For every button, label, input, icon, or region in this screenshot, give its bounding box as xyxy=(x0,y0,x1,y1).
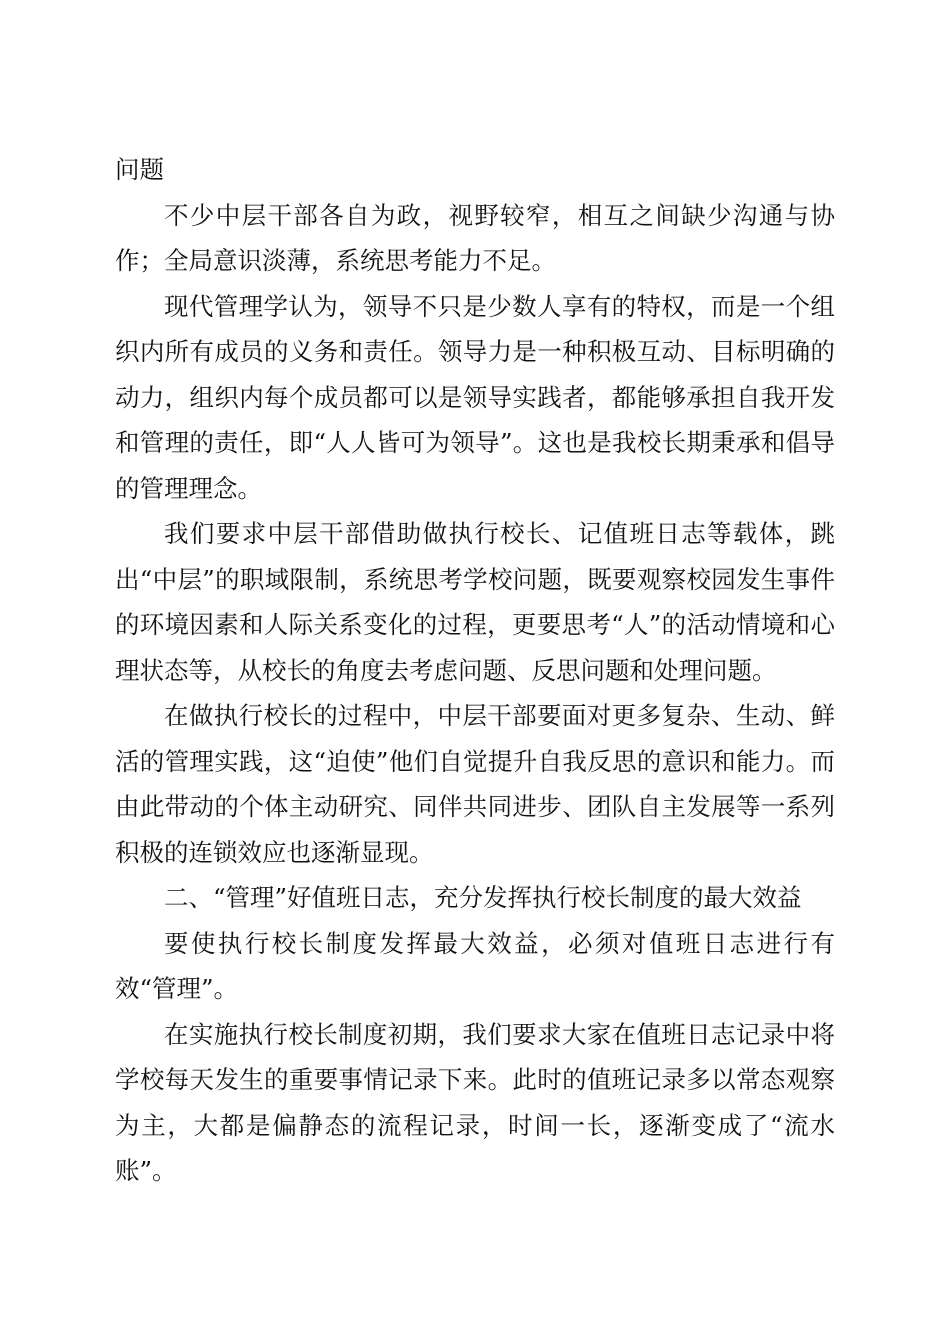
paragraph: 要使执行校长制度发挥最大效益，必须对值班日志进行有效“管理”。 xyxy=(115,928,835,1003)
paragraph: 现代管理学认为，领导不只是少数人享有的特权，而是一个组织内所有成员的义务和责任。领导力是一种积极互动、目标明确的动力，组织内每个成员都可以是领导实践者，都能够承担自我开发和管理的责任，即“人人皆可为领导”。这也是我校长期秉承和倡导的管理理念。 xyxy=(115,291,835,503)
paragraph: 我们要求中层干部借助做执行校长、记值班日志等载体，跳出“中层”的职域限制，系统思考学校问题，既要观察校园发生事件的环境因素和人际关系变化的过程，更要思考“人”的活动情境和心理状态等，从校长的角度去考虑问题、反思问题和处理问题。 xyxy=(115,519,835,685)
paragraph: 在实施执行校长制度初期，我们要求大家在值班日志记录中将学校每天发生的重要事情记录下来。此时的值班记录多以常态观察为主，大都是偏静态的流程记录，时间一长，逐渐变成了“流水账”。 xyxy=(115,1019,835,1185)
paragraph-heading-fragment: 问题 xyxy=(115,155,164,184)
section-heading: 二、“管理”好值班日志，充分发挥执行校长制度的最大效益 xyxy=(164,883,802,912)
document-body xyxy=(115,147,835,1194)
paragraph: 不少中层干部各自为政，视野较窄，相互之间缺少沟通与协作；全局意识淡薄，系统思考能力不足。 xyxy=(115,200,835,275)
paragraph: 在做执行校长的过程中，中层干部要面对更多复杂、生动、鲜活的管理实践，这“迫使”他们自觉提升自我反思的意识和能力。而由此带动的个体主动研究、同伴共同进步、团队自主发展等一系列积极的连锁效应也逐渐显现。 xyxy=(115,701,835,867)
